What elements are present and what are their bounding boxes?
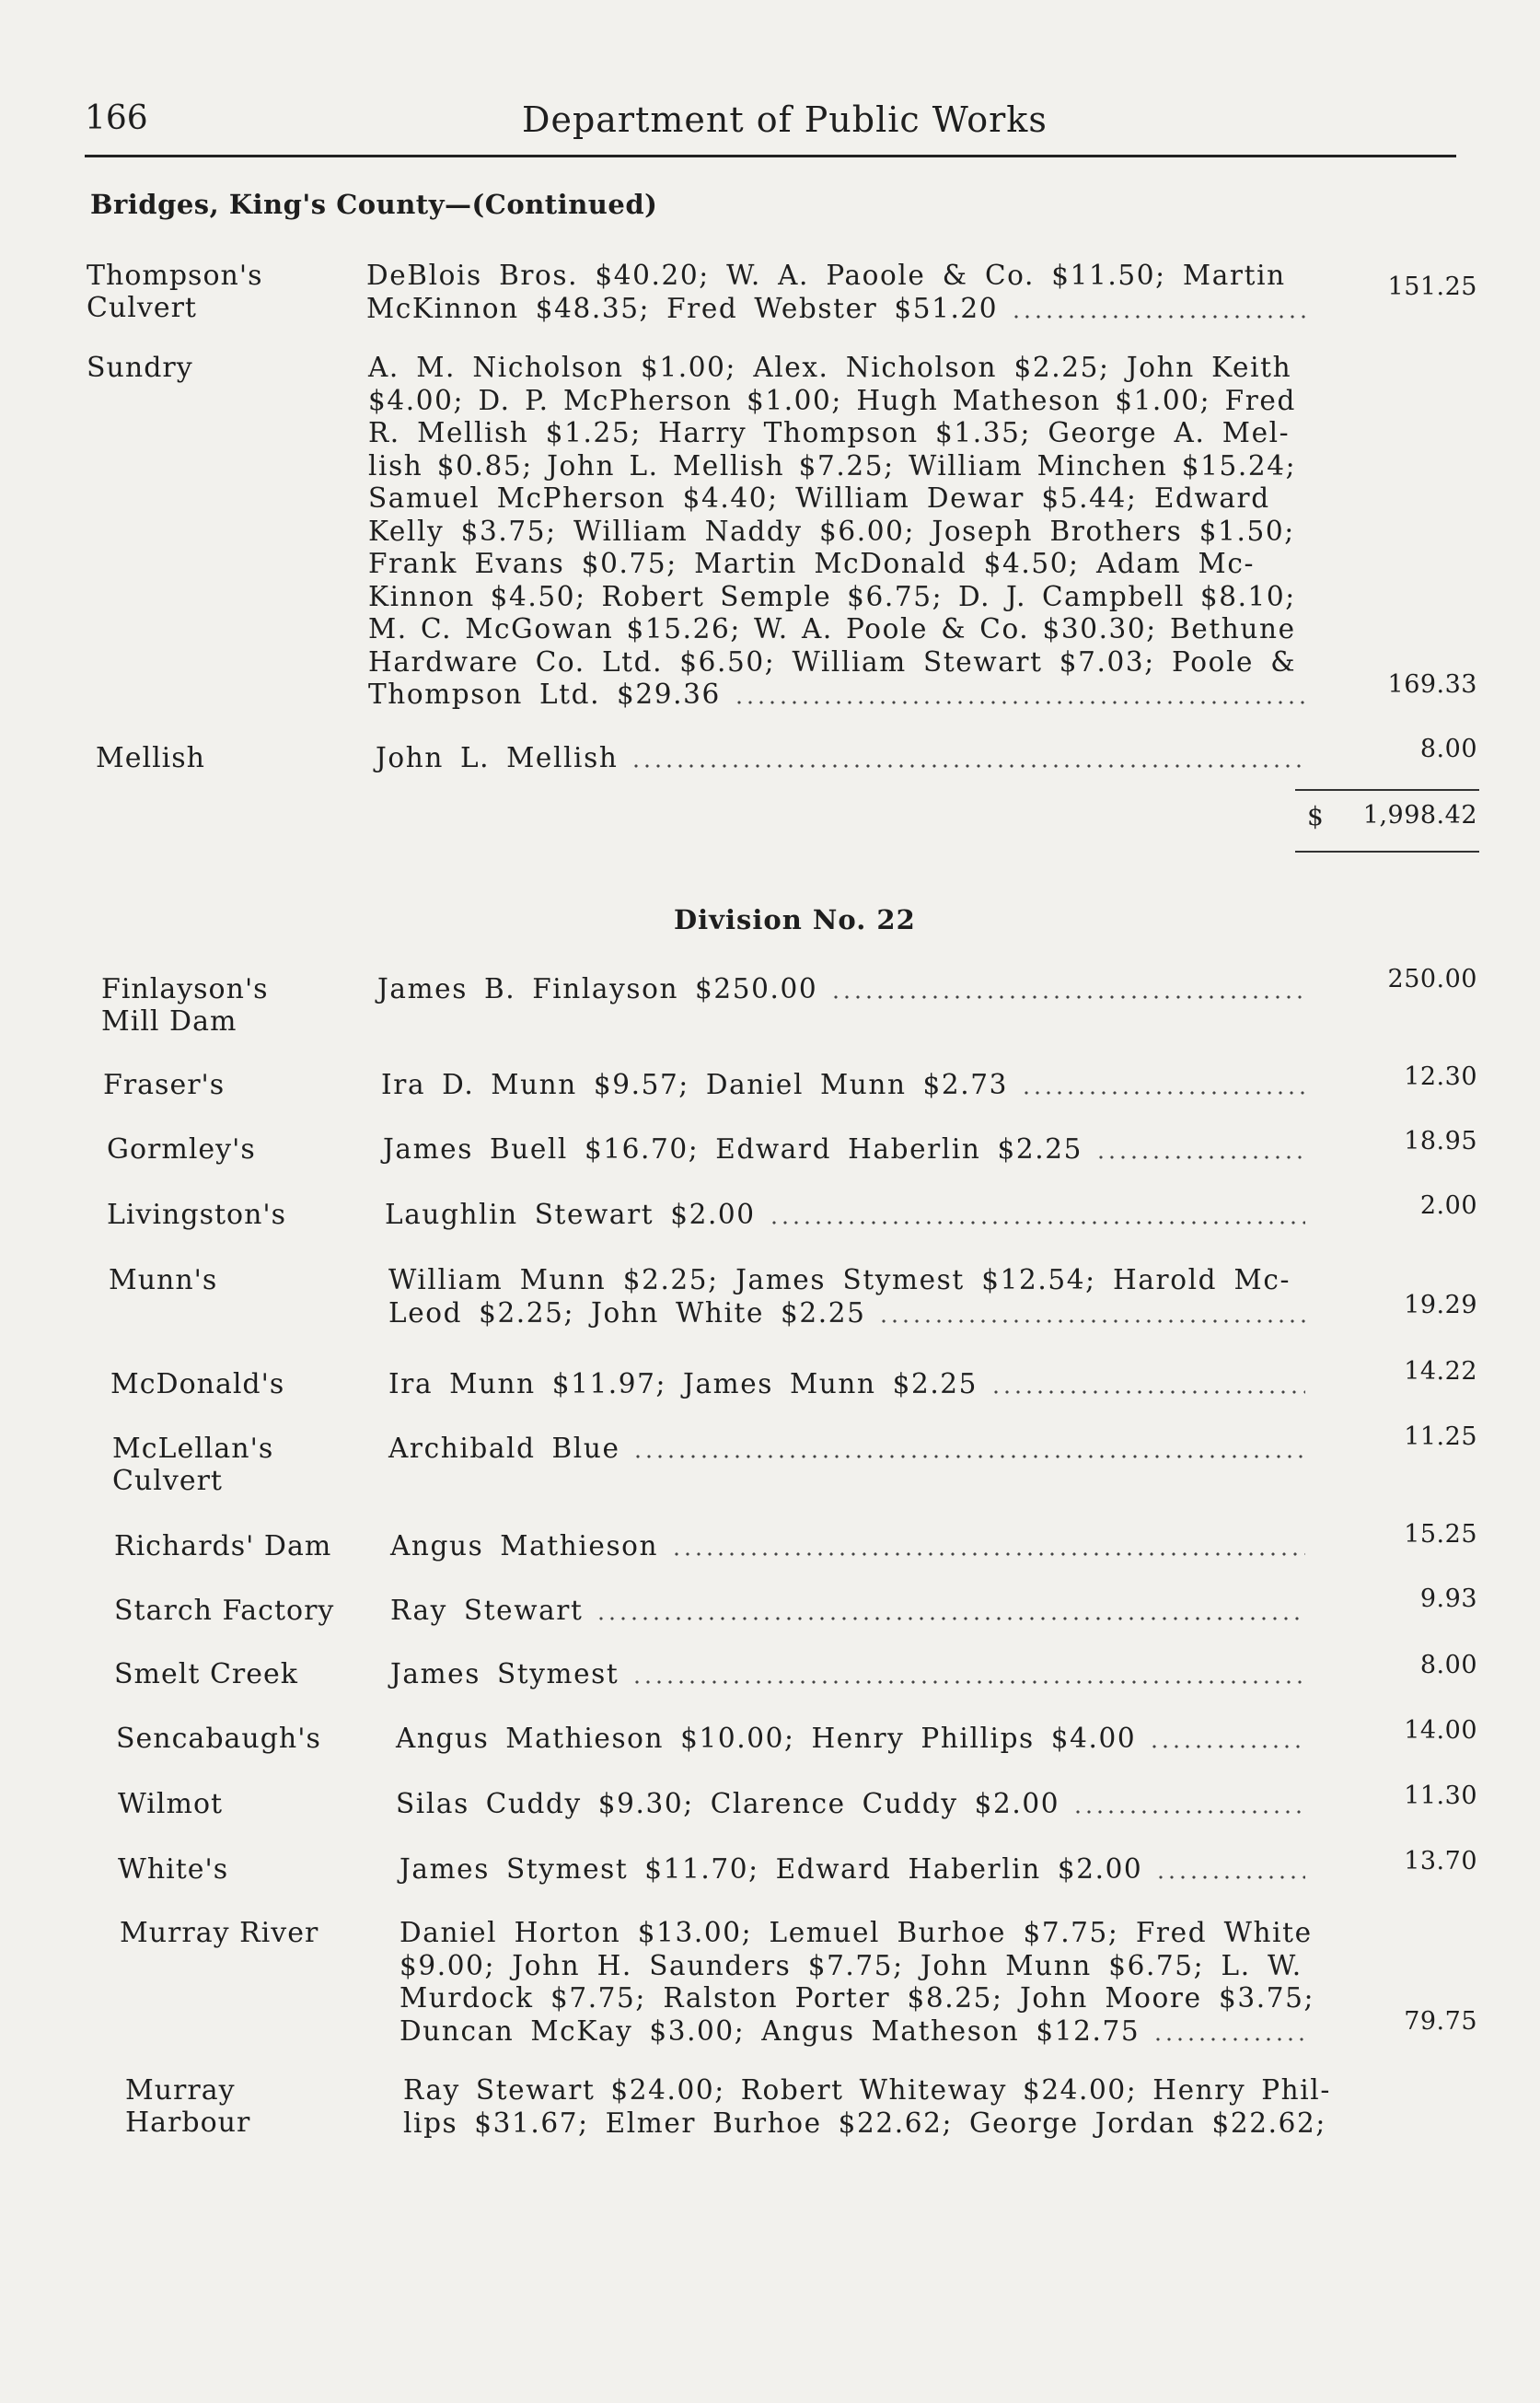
entry-description-line: Thompson Ltd. $29.36	[368, 679, 721, 710]
dot-leader	[1021, 1091, 1305, 1095]
entry-description-line: A. M. Nicholson $1.00; Alex. Nicholson $2.25; John Keith	[368, 352, 1292, 383]
entry-location: Munn's	[109, 1264, 218, 1296]
entry-amount: 79.75	[1404, 2007, 1477, 2036]
entry-amount: 2.00	[1419, 1191, 1477, 1220]
dot-leader	[1149, 1745, 1305, 1748]
entry-description-line: William Munn $2.25; James Stymest $12.54; Harold Mc-	[388, 1264, 1291, 1295]
entry-location: McLellan's Culvert	[112, 1433, 274, 1497]
entry-description-line: Silas Cuddy $9.30; Clarence Cuddy $2.00	[396, 1788, 1060, 1819]
dot-leader	[632, 1455, 1305, 1458]
dot-leader	[1095, 1155, 1305, 1159]
entry-location: Fraser's	[103, 1069, 226, 1101]
entry-amount: 15.25	[1404, 1520, 1477, 1549]
total-amount: 1,998.42	[1362, 801, 1477, 830]
entry-location: Gormley's	[107, 1133, 256, 1166]
division-heading: Division No. 22	[674, 904, 916, 935]
entry-description-line: Samuel McPherson $4.40; William Dewar $5.44; Edward	[368, 482, 1270, 514]
entry-description-line: DeBlois Bros. $40.20; W. A. Paoole & Co. $11.50; Martin	[366, 260, 1286, 291]
entry-amount: 151.25	[1387, 273, 1477, 301]
entry-location: Wilmot	[118, 1788, 224, 1820]
entry-location: Sundry	[87, 352, 193, 384]
entry-amount: 11.25	[1404, 1422, 1477, 1451]
entry-location: Livingston's	[107, 1199, 287, 1231]
entry-location: Finlayson's Mill Dam	[101, 973, 269, 1038]
entry-location: Smelt Creek	[114, 1658, 298, 1690]
entry-description-line: $4.00; D. P. McPherson $1.00; Hugh Matheson $1.00; Fred	[368, 384, 1296, 416]
dot-leader	[671, 1552, 1305, 1556]
entry-description-line: Daniel Horton $13.00; Lemuel Burhoe $7.75; Fred White	[399, 1917, 1313, 1948]
entry-amount: 250.00	[1387, 965, 1477, 993]
dot-leader	[1011, 315, 1305, 319]
entry-description-line: Kelly $3.75; William Naddy $6.00; Joseph Brothers $1.50;	[368, 515, 1295, 547]
dot-leader	[631, 764, 1305, 768]
entry-description-line: Laughlin Stewart $2.00	[385, 1199, 756, 1230]
entry-description-line: Leod $2.25; John White $2.25	[388, 1296, 866, 1329]
entry-description-line: Hardware Co. Ltd. $6.50; William Stewart $7.03; Poole &	[368, 645, 1297, 678]
entry-amount: 14.00	[1404, 1716, 1477, 1745]
entry-location: McDonald's	[110, 1368, 285, 1400]
dot-leader	[769, 1221, 1305, 1225]
entry-description-line: Ray Stewart	[390, 1595, 584, 1626]
entry-amount: 8.00	[1419, 735, 1477, 763]
entry-description-line: Archibald Blue	[388, 1433, 620, 1464]
entry-description-line: John L. Mellish	[376, 742, 619, 773]
dot-leader	[1072, 1810, 1305, 1814]
entry-amount: 18.95	[1404, 1127, 1477, 1155]
entry-amount: 19.29	[1404, 1291, 1477, 1319]
dot-leader	[1155, 1875, 1305, 1879]
entry-location: Starch Factory	[114, 1595, 335, 1627]
entry-location: White's	[118, 1853, 229, 1886]
entry-location: Thompson's Culvert	[87, 260, 263, 324]
entry-amount: 9.93	[1419, 1585, 1477, 1613]
dot-leader	[878, 1319, 1305, 1323]
running-title: Department of Public Works	[522, 99, 1048, 140]
dot-leader	[734, 701, 1305, 704]
entry-description-line: James Stymest $11.70; Edward Haberlin $2.00	[399, 1853, 1143, 1885]
entry-description-line: M. C. McGowan $15.26; W. A. Poole & Co. $30.30; Bethune	[368, 613, 1296, 644]
dot-leader	[631, 1680, 1305, 1684]
entry-description-line: lish $0.85; John L. Mellish $7.25; William Minchen $15.24;	[368, 449, 1297, 482]
entry-description-line: James Buell $16.70; Edward Haberlin $2.25	[383, 1133, 1083, 1165]
entry-amount: 12.30	[1404, 1062, 1477, 1091]
entry-amount: 13.70	[1404, 1847, 1477, 1875]
entry-description-line: James B. Finlayson $250.00	[377, 973, 818, 1004]
entry-amount: 169.33	[1387, 670, 1477, 699]
entry-location: Murray River	[120, 1917, 319, 1949]
entry-description-line: $9.00; John H. Saunders $7.75; John Munn $6.75; L. W.	[399, 1949, 1303, 1981]
total-currency: $	[1307, 801, 1324, 831]
entry-description-line: Duncan McKay $3.00; Angus Matheson $12.75	[399, 2014, 1141, 2047]
entry-description-line: lips $31.67; Elmer Burhoe $22.62; George Jordan $22.62;	[403, 2107, 1326, 2139]
entry-location: Sencabaugh's	[116, 1723, 321, 1755]
total-rule	[1295, 789, 1479, 791]
entry-amount: 8.00	[1419, 1651, 1477, 1679]
entry-description-line: McKinnon $48.35; Fred Webster $51.20	[366, 292, 999, 324]
entry-description-line: Murdock $7.75; Ralston Porter $8.25; John Moore $3.75;	[399, 1982, 1315, 2014]
dot-leader	[990, 1390, 1305, 1394]
entry-description-line: Angus Mathieson $10.00; Henry Phillips $4.00	[396, 1723, 1137, 1754]
entry-amount: 11.30	[1404, 1782, 1477, 1810]
total-rule	[1295, 851, 1479, 853]
entry-description-line: Ira D. Munn $9.57; Daniel Munn $2.73	[381, 1069, 1009, 1100]
entry-description-line: Ray Stewart $24.00; Robert Whiteway $24.00; Henry Phil-	[403, 2074, 1331, 2106]
entry-description-line: Kinnon $4.50; Robert Semple $6.75; D. J. Campbell $8.10;	[368, 580, 1296, 612]
entry-location: Mellish	[96, 742, 205, 774]
entry-location: Murray Harbour	[125, 2074, 251, 2139]
entry-description-line: Ira Munn $11.97; James Munn $2.25	[388, 1368, 978, 1399]
entry-description-line: James Stymest	[390, 1658, 619, 1689]
entry-amount: 14.22	[1404, 1357, 1477, 1386]
entry-description-line: R. Mellish $1.25; Harry Thompson $1.35; George A. Mel-	[368, 417, 1291, 448]
section-title: Bridges, King's County—(Continued)	[90, 189, 658, 220]
page-number: 166	[85, 99, 148, 137]
dot-leader	[596, 1617, 1305, 1620]
entry-description-line: Frank Evans $0.75; Martin McDonald $4.50; Adam Mc-	[368, 548, 1256, 579]
page-header	[85, 99, 1456, 157]
entry-location: Richards' Dam	[114, 1530, 332, 1562]
entry-description-line: Angus Mathieson	[390, 1530, 659, 1561]
dot-leader	[830, 995, 1305, 999]
dot-leader	[1152, 2037, 1305, 2041]
